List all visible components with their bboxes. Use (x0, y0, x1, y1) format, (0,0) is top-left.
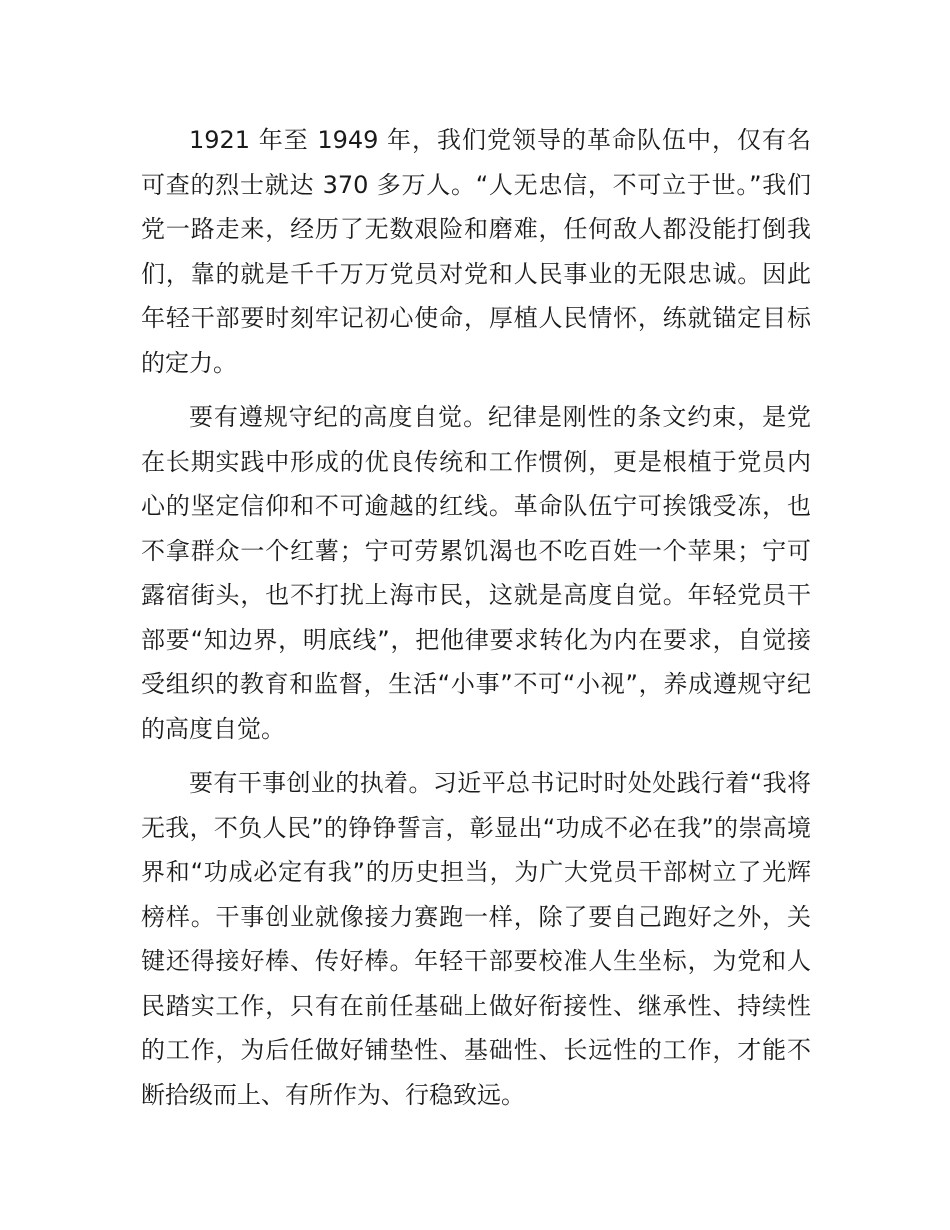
paragraph-2: 要有遵规守纪的高度自觉。纪律是刚性的条文约束，是党在长期实践中形成的优良传统和工作惯例，更是根植于党员内心的坚定信仰和不可逾越的红线。革命队伍宁可挨饿受冻，也不拿群众一个红薯；宁可劳累饥渴也不吃百姓一个苹果；宁可露宿街头，也不打扰上海市民，这就是高度自觉。年轻党员干部要“知边界，明底线”，把他律要求转化为内在要求，自觉接受组织的教育和监督，生活“小事”不可“小视”，养成遵规守纪的高度自觉。 (141, 403, 811, 743)
paragraph-1: 1921 年至 1949 年，我们党领导的革命队伍中，仅有名可查的烈士就达 370 多万人。“人无忠信，不可立于世。”我们党一路走来，经历了无数艰险和磨难，任何敌人都没能打倒我们，靠的就是千千万万党员对党和人民事业的无限忠诚。因此年轻干部要时刻牢记初心使命，厚植人民情怀，练就锚定目标的定力。 (141, 126, 811, 377)
document-body (141, 118, 811, 1127)
paragraph-3: 要有干事创业的执着。习近平总书记时时处处践行着“我将无我，不负人民”的铮铮誓言，彰显出“功成不必在我”的崇高境界和“功成必定有我”的历史担当，为广大党员干部树立了光辉榜样。干事创业就像接力赛跑一样，除了要自己跑好之外，关键还得接好棒、传好棒。年轻干部要校准人生坐标，为党和人民踏实工作，只有在前任基础上做好衔接性、继承性、持续性的工作，为后任做好铺垫性、基础性、长远性的工作，才能不断拾级而上、有所作为、行稳致远。 (141, 769, 811, 1109)
